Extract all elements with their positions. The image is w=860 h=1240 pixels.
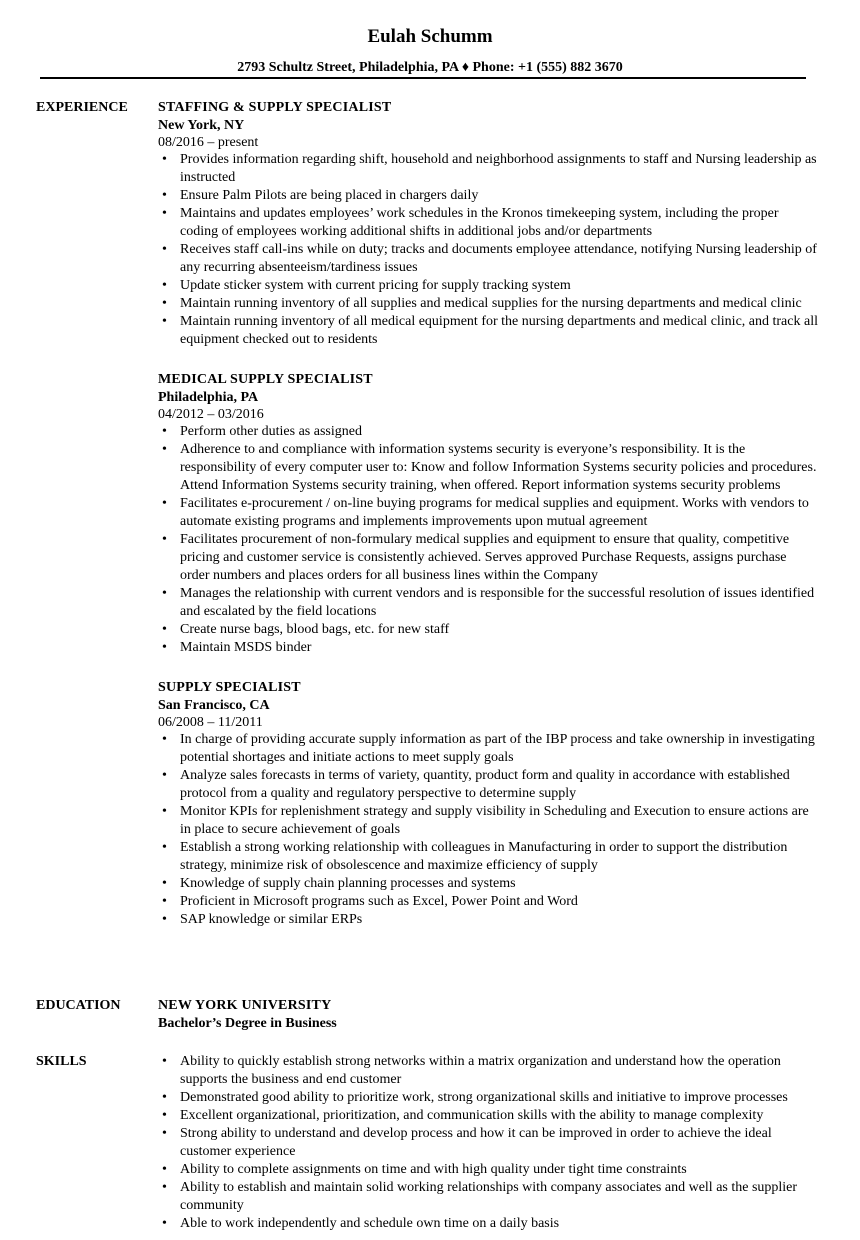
bullet-item [158, 151, 818, 187]
bullet-text: Analyze sales forecasts in terms of variety, quantity, product form and quality in accordance with established protocol from a quality and regulatory perspective to determine supply [180, 768, 790, 801]
bullet-text: Maintains and updates employees’ work schedules in the Kronos timekeeping system, including the proper coding of employees working additional shifts in additional jobs and/or departments [180, 206, 779, 239]
bullet-item [158, 875, 818, 893]
bullet-item [158, 441, 818, 495]
bullet-item [158, 531, 818, 585]
job-title: SUPPLY SPECIALIST [158, 680, 301, 695]
bullet-item [158, 839, 818, 875]
skill-item [158, 1053, 818, 1089]
bullet-icon: • [162, 1054, 167, 1069]
job-dates: 08/2016 – present [158, 135, 259, 150]
bullet-icon: • [162, 424, 167, 439]
bullet-icon: • [162, 912, 167, 927]
bullet-icon: • [162, 296, 167, 311]
skill-item [158, 1215, 818, 1233]
bullet-text: Establish a strong working relationship with colleagues in Manufacturing in order to support the distribution strategy, minimize risk of obsolescence and maximize efficiency of supply [180, 840, 788, 873]
bullet-icon: • [162, 152, 167, 167]
bullet-icon: • [162, 768, 167, 783]
degree: Bachelor’s Degree in Business [158, 1016, 337, 1031]
job-dates: 04/2012 – 03/2016 [158, 407, 264, 422]
bullet-icon: • [162, 278, 167, 293]
bullet-icon: • [162, 314, 167, 329]
bullet-icon: • [162, 188, 167, 203]
bullet-text: In charge of providing accurate supply information as part of the IBP process and take ownership in investigating potential shortages and initiate actions to meet supply goals [180, 732, 815, 765]
job-entry [158, 371, 818, 657]
skills-content [158, 1053, 818, 1233]
bullet-icon: • [162, 622, 167, 637]
skill-item [158, 1107, 818, 1125]
bullet-icon: • [162, 1180, 167, 1195]
bullet-text: Receives staff call-ins while on duty; tracks and documents employee attendance, notifying Nursing leadership of any recurring absenteeism/tardiness issues [180, 242, 817, 275]
skill-item [158, 1089, 818, 1107]
school-name: NEW YORK UNIVERSITY [158, 998, 332, 1013]
skills-list [158, 1053, 818, 1233]
bullet-icon: • [162, 442, 167, 457]
job-bullets [158, 151, 818, 349]
bullet-icon: • [162, 876, 167, 891]
bullet-text: Update sticker system with current pricing for supply tracking system [180, 278, 571, 293]
bullet-text: Knowledge of supply chain planning processes and systems [180, 876, 516, 891]
bullet-text: Adherence to and compliance with information systems security is everyone’s responsibility. It is the responsibility of every computer user to: Know and follow Information Systems security policies and procedures. Attend Information Systems security training, when offered. Report information systems security problems [180, 442, 817, 493]
bullet-icon: • [162, 1216, 167, 1231]
bullet-item [158, 241, 818, 277]
bullet-icon: • [162, 1090, 167, 1105]
bullet-icon: • [162, 1162, 167, 1177]
job-bullets [158, 423, 818, 657]
job-entry [158, 99, 818, 349]
candidate-name: Eulah Schumm [367, 26, 493, 47]
skill-text: Ability to complete assignments on time and with high quality under tight time constraints [180, 1162, 687, 1177]
bullet-item [158, 911, 818, 929]
bullet-icon: • [162, 732, 167, 747]
job-title: STAFFING & SUPPLY SPECIALIST [158, 100, 392, 115]
bullet-text: Facilitates e-procurement / on-line buying programs for medical supplies and equipment. Works with vendors to automate existing programs and implements improvements upon mutual agreement [180, 496, 809, 529]
bullet-icon: • [162, 894, 167, 909]
skill-text: Demonstrated good ability to prioritize work, strong organizational skills and initiative to improve processes [180, 1090, 788, 1105]
bullet-item [158, 277, 818, 295]
bullet-icon: • [162, 496, 167, 511]
bullet-item [158, 295, 818, 313]
skill-text: Ability to establish and maintain solid working relationships with company associates and well as the supplier community [180, 1180, 798, 1213]
bullet-text: Manages the relationship with current vendors and is responsible for the successful resolution of issues identified and escalated by the field locations [180, 586, 815, 619]
job-entry [158, 679, 818, 929]
bullet-icon: • [162, 1126, 167, 1141]
skill-text: Able to work independently and schedule own time on a daily basis [180, 1216, 560, 1231]
bullet-text: Ensure Palm Pilots are being placed in chargers daily [180, 188, 479, 203]
bullet-text: Maintain running inventory of all medical equipment for the nursing departments and medical clinic, and track all equipment checked out to residents [180, 314, 818, 347]
skill-text: Excellent organizational, prioritization, and communication skills with the ability to manage complexity [180, 1108, 764, 1123]
job-location: New York, NY [158, 118, 245, 133]
bullet-text: Maintain MSDS binder [180, 640, 312, 655]
bullet-item [158, 803, 818, 839]
experience-content [158, 99, 818, 951]
bullet-item [158, 621, 818, 639]
bullet-item [158, 893, 818, 911]
education-content [158, 997, 818, 1033]
header-divider [40, 77, 806, 79]
bullet-icon: • [162, 640, 167, 655]
job-dates: 06/2008 – 11/2011 [158, 715, 263, 730]
bullet-item [158, 205, 818, 241]
skill-item [158, 1161, 818, 1179]
bullet-item [158, 423, 818, 441]
bullet-icon: • [162, 206, 167, 221]
bullet-text: Provides information regarding shift, household and neighborhood assignments to staff and Nursing leadership as instructed [180, 152, 817, 185]
bullet-icon: • [162, 586, 167, 601]
bullet-item [158, 585, 818, 621]
experience-heading: EXPERIENCE [36, 100, 128, 115]
bullet-icon: • [162, 532, 167, 547]
job-location: Philadelphia, PA [158, 390, 259, 405]
bullet-item [158, 187, 818, 205]
bullet-icon: • [162, 840, 167, 855]
contact-line: 2793 Schultz Street, Philadelphia, PA ♦ Phone: +1 (555) 882 3670 [237, 60, 623, 75]
bullet-text: Perform other duties as assigned [180, 424, 362, 439]
skill-text: Strong ability to understand and develop process and how it can be improved in order to achieve the ideal customer experience [180, 1126, 772, 1159]
bullet-text: Facilitates procurement of non-formulary medical supplies and equipment to ensure that quality, competitive pricing and customer service is consistently achieved. Serves approved Purchase Requests, assigns purchase order numbers and places orders for all business lines within the Company [180, 532, 790, 583]
bullet-item [158, 767, 818, 803]
bullet-item [158, 639, 818, 657]
job-title: MEDICAL SUPPLY SPECIALIST [158, 372, 373, 387]
job-location: San Francisco, CA [158, 698, 270, 713]
education-heading: EDUCATION [36, 998, 121, 1013]
bullet-text: Proficient in Microsoft programs such as Excel, Power Point and Word [180, 894, 578, 909]
bullet-icon: • [162, 804, 167, 819]
bullet-text: Maintain running inventory of all supplies and medical supplies for the nursing departments and medical clinic [180, 296, 802, 311]
skill-item [158, 1179, 818, 1215]
skill-text: Ability to quickly establish strong networks within a matrix organization and understand how the operation supports the business and end customer [180, 1054, 781, 1087]
job-bullets [158, 731, 818, 929]
skills-heading: SKILLS [36, 1054, 87, 1069]
bullet-text: Create nurse bags, blood bags, etc. for new staff [180, 622, 450, 637]
bullet-item [158, 313, 818, 349]
bullet-item [158, 495, 818, 531]
bullet-text: SAP knowledge or similar ERPs [180, 912, 363, 927]
skill-item [158, 1125, 818, 1161]
bullet-text: Monitor KPIs for replenishment strategy and supply visibility in Scheduling and Execution to ensure actions are in place to secure achievement of goals [180, 804, 809, 837]
bullet-item [158, 731, 818, 767]
bullet-icon: • [162, 242, 167, 257]
bullet-icon: • [162, 1108, 167, 1123]
